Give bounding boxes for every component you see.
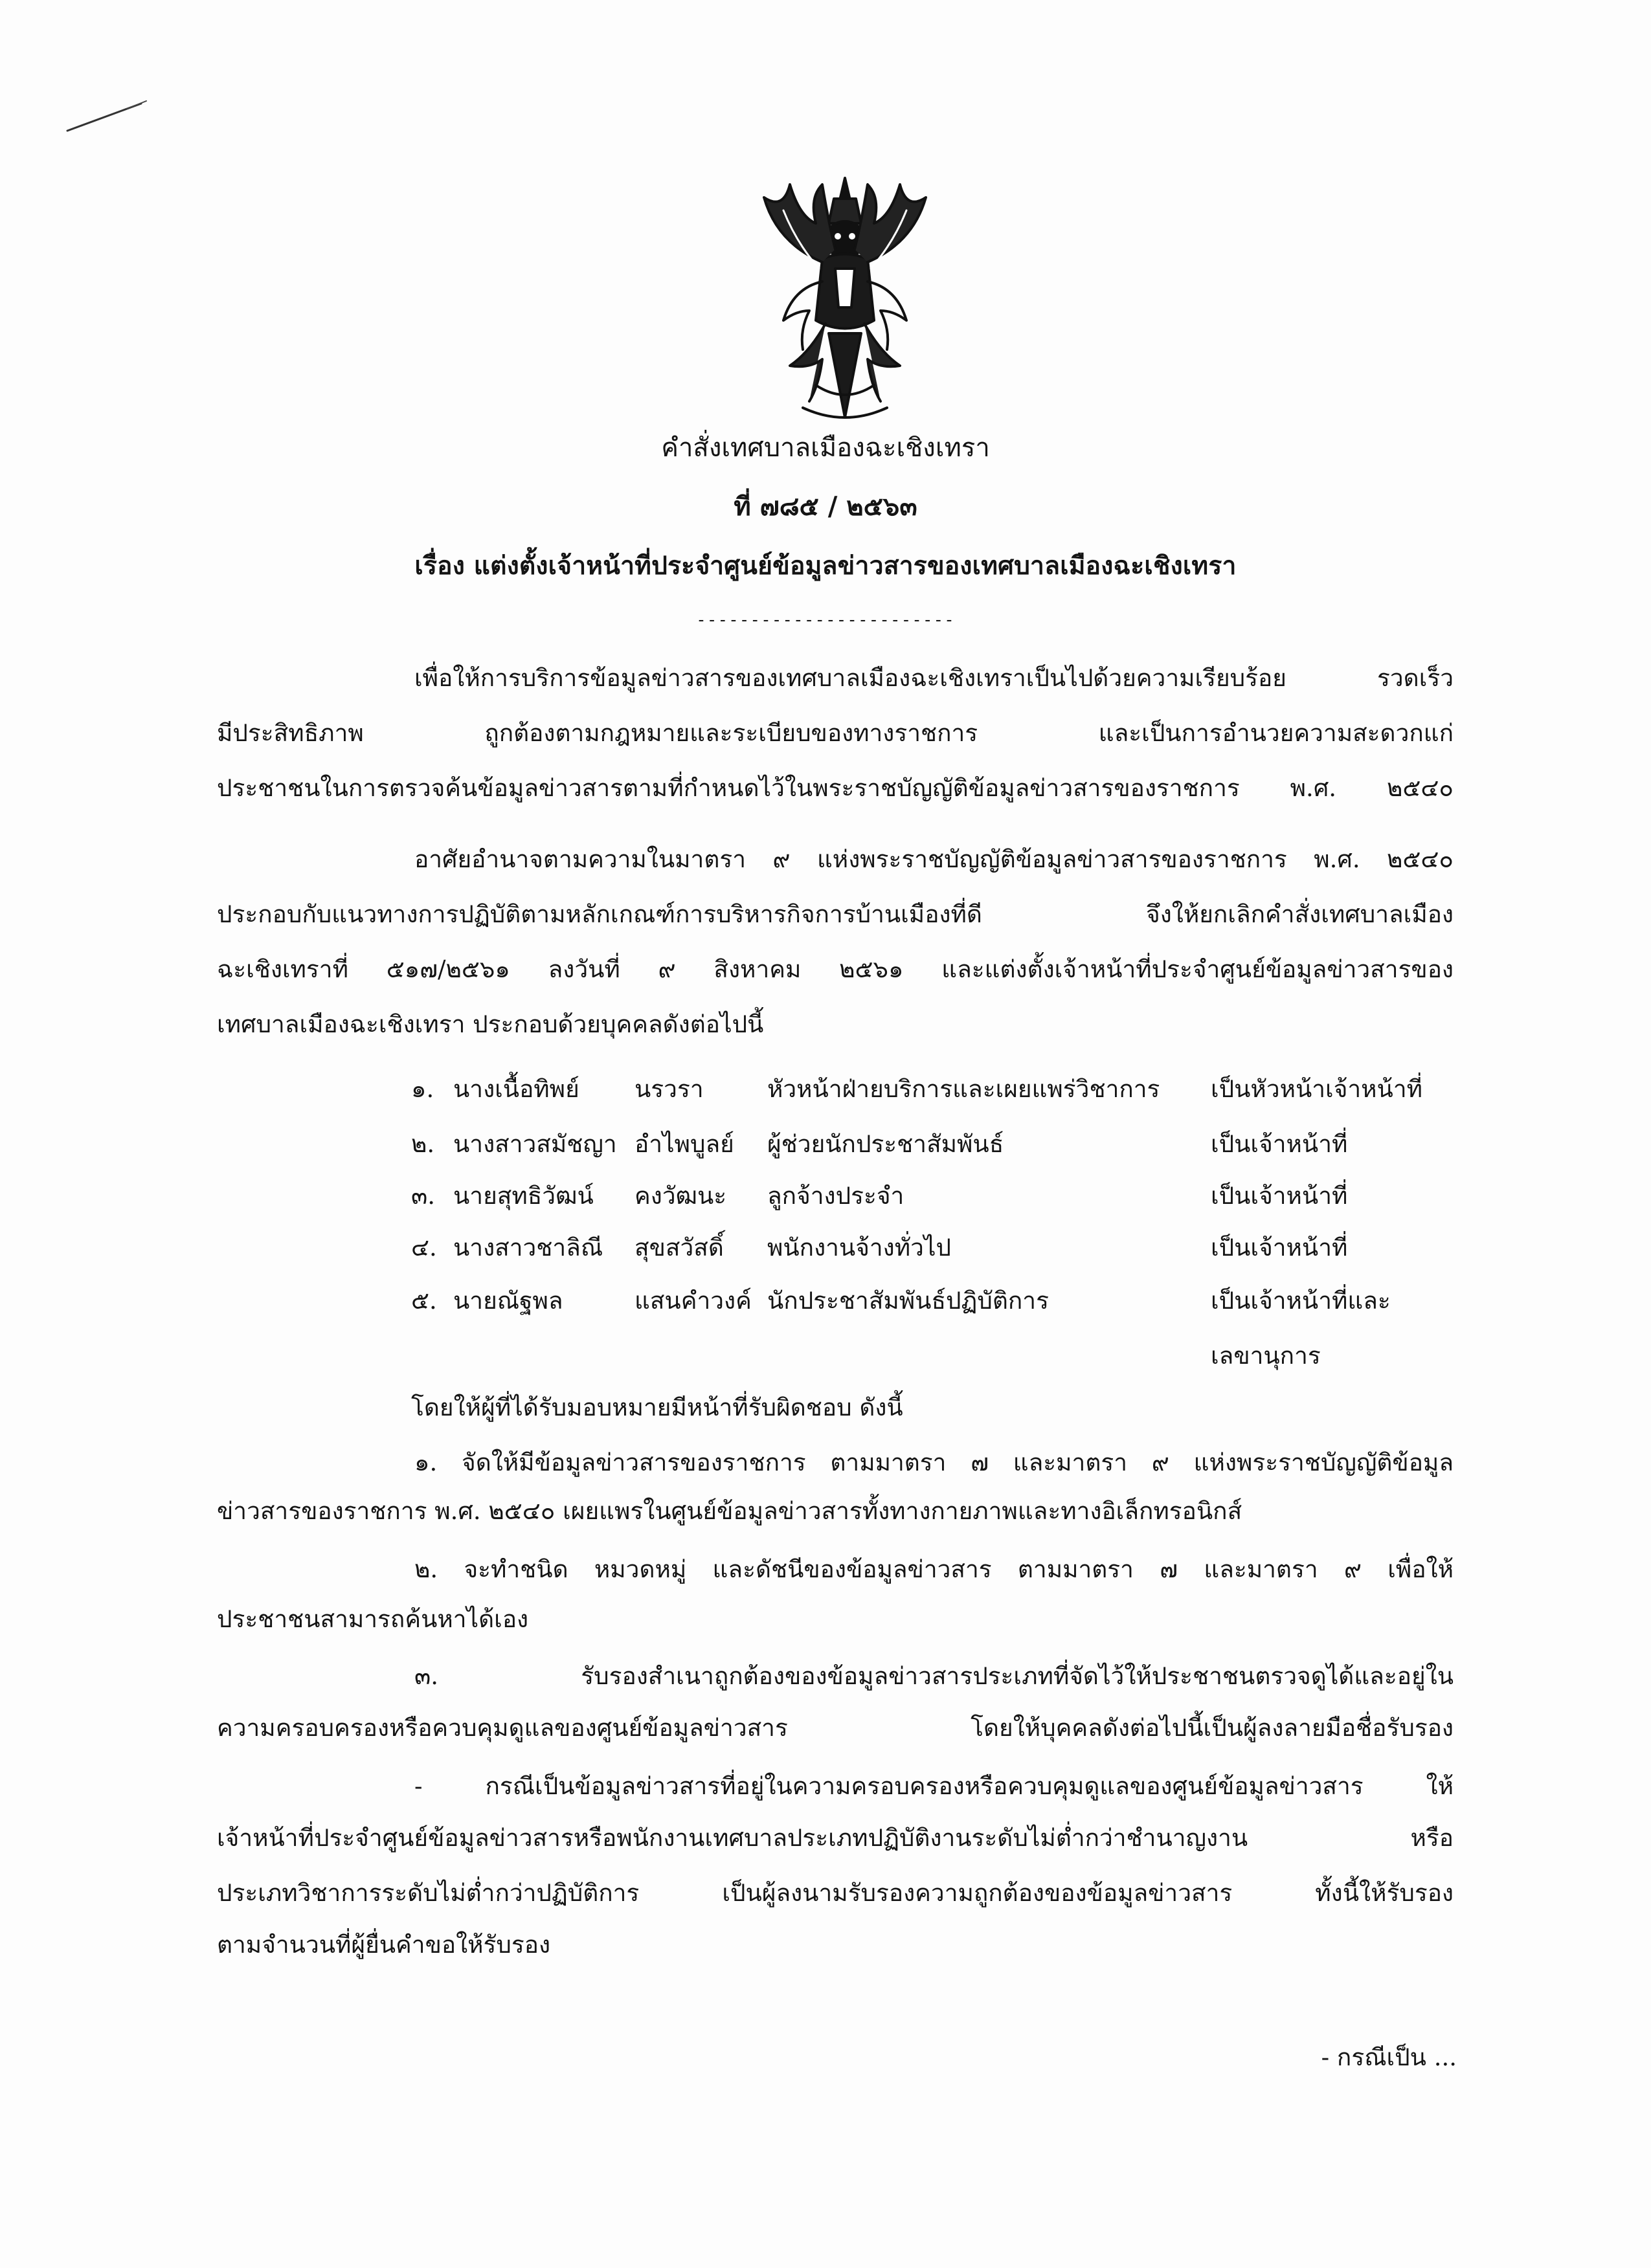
- order-number: ที่ ๗๘๕ / ๒๕๖๓: [734, 491, 917, 522]
- duty2-line: ๒. จะทำชนิด หมวดหมู่ และดัชนีของข้อมูลข่าวสาร ตามมาตรา ๗ และมาตรา ๙ เพื่อให้: [414, 1555, 1454, 1583]
- paragraph2-line: ประกอบกับแนวทางการปฏิบัติตามหลักเกณฑ์การบริหารกิจการบ้านเมืองที่ดี จึงให้ยกเลิกคำสั่งเทศบาลเมือง: [217, 900, 1454, 928]
- staff-first-name: นายณัฐพล: [453, 1287, 563, 1315]
- duty1-line: ๑. จัดให้มีข้อมูลข่าวสารของราชการ ตามมาตรา ๗ และมาตรา ๙ แห่งพระราชบัญญัติข้อมูล: [414, 1449, 1454, 1476]
- duty1-line: ข่าวสารของราชการ พ.ศ. ๒๕๔๐ เผยแพรในศูนย์ข้อมูลข่าวสารทั้งทางกายภาพและทางอิเล็กทรอนิกส์: [217, 1497, 1242, 1525]
- staff-position: นักประชาสัมพันธ์ปฏิบัติการ: [767, 1287, 1049, 1315]
- duty3-line: ความครอบครองหรือควบคุมดูแลของศูนย์ข้อมูลข่าวสาร โดยให้บุคคลดังต่อไปนี้เป็นผู้ลงลายมือชื่อรับรอง: [217, 1714, 1454, 1742]
- staff-number: ๔.: [411, 1234, 437, 1262]
- staff-role: เป็นเจ้าหน้าที่: [1211, 1182, 1348, 1210]
- order-title: คำสั่งเทศบาลเมืองฉะเชิงเทรา: [661, 433, 990, 463]
- staff-role: เป็นหัวหน้าเจ้าหน้าที่: [1211, 1075, 1423, 1103]
- duty2-line: ประชาชนสามารถค้นหาได้เอง: [217, 1605, 529, 1633]
- order-subject: เรื่อง แต่งตั้งเจ้าหน้าที่ประจำศูนย์ข้อมูลข่าวสารของเทศบาลเมืองฉะเชิงเทรา: [414, 551, 1237, 581]
- staff-position: ผู้ช่วยนักประชาสัมพันธ์: [767, 1130, 1004, 1158]
- continuation-note: - กรณีเป็น ...: [1321, 2043, 1457, 2071]
- divider-line: ------------------------: [696, 610, 955, 630]
- case1-line: ประเภทวิชาการระดับไม่ต่ำกว่าปฏิบัติการ เป็นผู้ลงนามรับรองความถูกต้องของข้อมูลข่าวสาร ทั้งนี้ให้รับรอง: [217, 1879, 1454, 1907]
- scan-mark: [65, 97, 149, 136]
- staff-first-name: นายสุทธิวัฒน์: [453, 1182, 594, 1210]
- garuda-emblem-icon: [738, 172, 952, 424]
- staff-first-name: นางเนื้อทิพย์: [453, 1075, 579, 1103]
- staff-number: ๕.: [411, 1287, 437, 1315]
- staff-first-name: นางสาวสมัชญา: [453, 1130, 617, 1158]
- paragraph1-line: ประชาชนในการตรวจค้นข้อมูลข่าวสารตามที่กำหนดไว้ในพระราชบัญญัติข้อมูลข่าวสารของราชการ พ.ศ. ๒๕๔๐: [217, 774, 1454, 802]
- case1-line: - กรณีเป็นข้อมูลข่าวสารที่อยู่ในความครอบครองหรือควบคุมดูแลของศูนย์ข้อมูลข่าวสาร ให้: [414, 1772, 1454, 1800]
- paragraph2-line: อาศัยอำนาจตามความในมาตรา ๙ แห่งพระราชบัญญัติข้อมูลข่าวสารของราชการ พ.ศ. ๒๕๔๐: [414, 845, 1454, 873]
- staff-role: เป็นเจ้าหน้าที่และ: [1211, 1287, 1391, 1315]
- staff-position: หัวหน้าฝ่ายบริการและเผยแพร่วิชาการ: [767, 1075, 1160, 1103]
- staff-role: เป็นเจ้าหน้าที่: [1211, 1234, 1348, 1262]
- staff-number: ๓.: [411, 1182, 436, 1210]
- case1-line: เจ้าหน้าที่ประจำศูนย์ข้อมูลข่าวสารหรือพนักงานเทศบาลประเภทปฏิบัติงานระดับไม่ต่ำกว่าชำนาญงาน หรือ: [217, 1824, 1454, 1852]
- staff-position: ลูกจ้างประจำ: [767, 1182, 904, 1210]
- paragraph1-line: เพื่อให้การบริการข้อมูลข่าวสารของเทศบาลเมืองฉะเชิงเทราเป็นไปด้วยความเรียบร้อย รวดเร็ว: [414, 664, 1454, 692]
- duty3-line: ๓. รับรองสำเนาถูกต้องของข้อมูลข่าวสารประเภทที่จัดไว้ให้ประชาชนตรวจดูได้และอยู่ใน: [414, 1662, 1454, 1690]
- staff-last-name: คงวัฒนะ: [635, 1182, 727, 1210]
- duties-intro: โดยให้ผู้ที่ได้รับมอบหมายมีหน้าที่รับผิดชอบ ดังนี้: [411, 1394, 903, 1421]
- staff-last-name: อำไพบูลย์: [635, 1130, 734, 1158]
- staff-last-name: นรวรา: [635, 1075, 704, 1103]
- paragraph2-line: เทศบาลเมืองฉะเชิงเทรา ประกอบด้วยบุคคลดังต่อไปนี้: [217, 1010, 764, 1038]
- staff-role: เป็นเจ้าหน้าที่: [1211, 1130, 1348, 1158]
- staff-number: ๒.: [411, 1130, 435, 1158]
- paragraph1-line: มีประสิทธิภาพ ถูกต้องตามกฎหมายและระเบียบของทางราชการ และเป็นการอำนวยความสะดวกแก่: [217, 719, 1454, 747]
- paragraph2-line: ฉะเชิงเทราที่ ๕๑๗/๒๕๖๑ ลงวันที่ ๙ สิงหาคม ๒๕๖๑ และแต่งตั้งเจ้าหน้าที่ประจำศูนย์ข้อมูลข่าวสารของ: [217, 955, 1454, 983]
- staff-last-name: แสนคำวงค์: [635, 1287, 752, 1315]
- staff-role-continued: เลขานุการ: [1211, 1342, 1321, 1370]
- staff-number: ๑.: [411, 1075, 434, 1103]
- case1-line: ตามจำนวนที่ผู้ยื่นคำขอให้รับรอง: [217, 1931, 551, 1959]
- staff-last-name: สุขสวัสดิ์: [635, 1234, 724, 1262]
- staff-first-name: นางสาวชาลิณี: [453, 1234, 603, 1262]
- staff-position: พนักงานจ้างทั่วไป: [767, 1234, 952, 1262]
